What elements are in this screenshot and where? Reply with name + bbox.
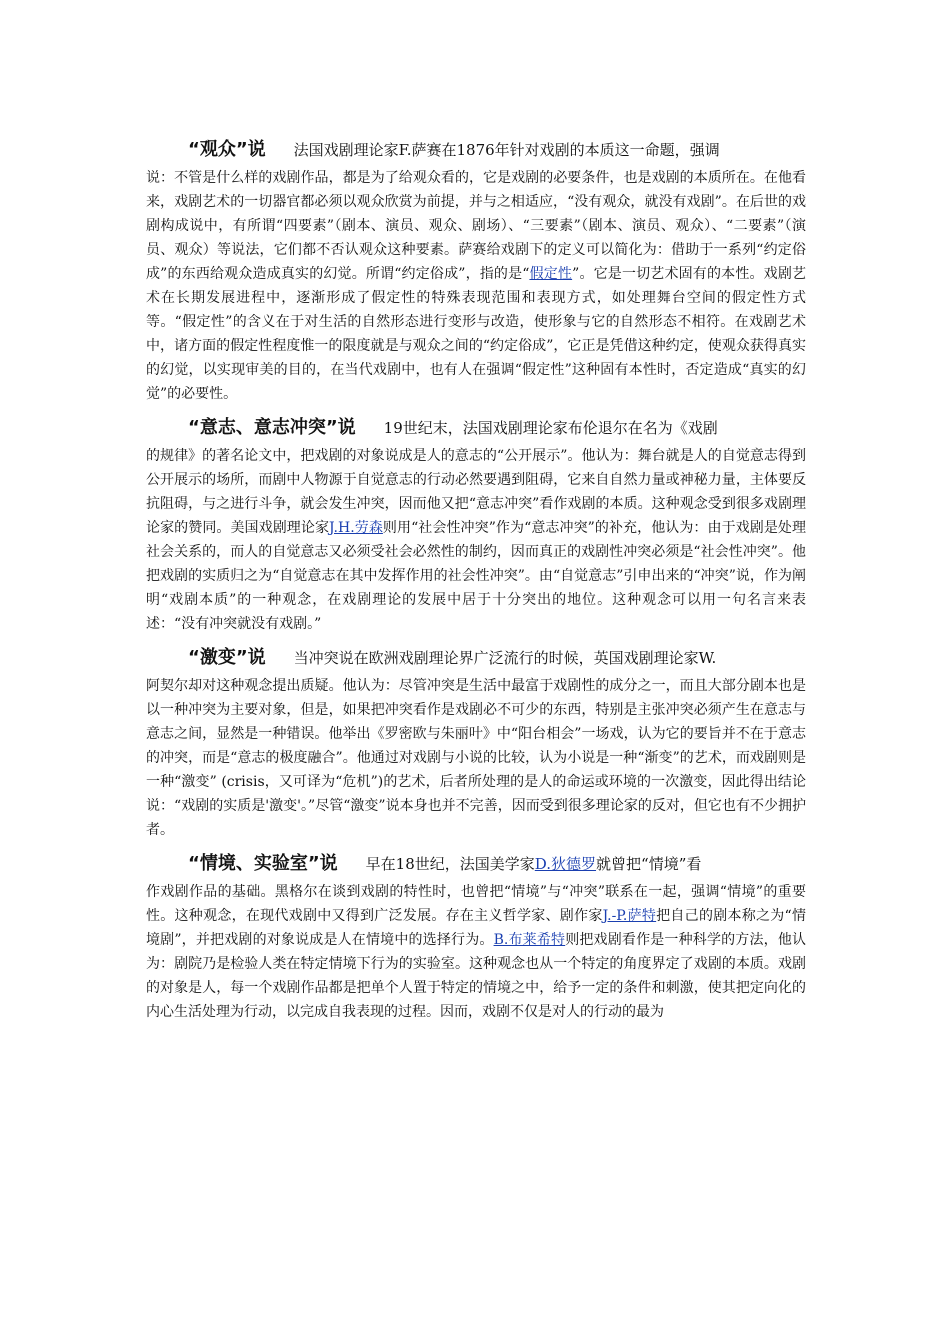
article-body [146,136,806,1032]
link-brecht[interactable]: B.布莱希特 [493,932,566,948]
section-title: “观众”说 [188,139,266,160]
section-crisis [146,644,806,842]
link-assumption[interactable]: 假定性 [529,266,573,282]
text-run: 的规律》的著名论文中，把戏剧的对象说成是人的意志的“公开展示”。他认为：舞台就是人的自觉意志得到公开展示的场所，而剧中人物源于自觉意志的行动必然要遇到阻碍，它来自自然力量或神秘力量，主体要反抗阻碍，与之进行斗争，就会发生冲突，因而他又把“意志冲突”看作戏剧的本质。这种观念受到很多戏剧理论家的赞同。美国戏剧理论家 [146,448,806,536]
section-text [146,166,806,406]
section-lead: 早在18世纪，法国美学家 [365,855,535,873]
section-will-conflict [146,414,806,636]
section-title: “意志、意志冲突”说 [188,417,356,438]
text-run: 阿契尔却对这种观念提出质疑。他认为：尽管冲突是生活中最富于戏剧性的成分之一，而且大部分剧本也是以一种冲突为主要对象，但是，如果把冲突看作是戏剧必不可少的东西，特别是主张冲突必须产生在意志与意志之间，显然是一种错误。他举出《罗密欧与朱丽叶》中“阳台相会”一场戏，认为它的要旨并不在于意志的冲突，而是“意志的极度融合”。他通过对戏剧与小说的比较，认为小说是一种“渐变”的艺术，而戏剧则是一种“激变” (crisis，又可译为“危机”)的艺术，后者所处理的是人的命运或环境的一次激变，因此得出结论说：“戏剧的实质是'激变'。”尽管“激变”说本身也并不完善，因而受到很多理论家的反对，但它也有不少拥护者。 [146,678,806,838]
text-run: 作戏剧作品的基础。黑格尔在谈到戏剧的特性时，也曾把“情境”与“冲突”联系在一起，强调“情境”的重要性。这种观念，在现代戏剧中又得到广泛发展。存在主义哲学家、剧作家 [146,884,806,924]
text-run: ”。它是一切艺术固有的本性。戏剧艺术在长期发展进程中，逐渐形成了假定性的特殊表现范围和表现方式，如处理舞台空间的假定性方式等。“假定性”的含义在于对生活的自然形态进行变形与改造，使形象与它的自然形态不相符。在戏剧艺术中，诸方面的假定性程度惟一的限度就是与观众之间的“约定俗成”，它正是凭借这种约定，使观众获得真实的幻觉，以实现审美的目的，在当代戏剧中，也有人在强调“假定性”这种固有本性时，否定造成“真实的幻觉”的必要性。 [146,266,806,402]
section-text [146,444,806,636]
section-text [146,674,806,842]
section-lead: 当冲突说在欧洲戏剧理论界广泛流行的时候，英国戏剧理论家W. [293,649,717,667]
text-run: 则把戏剧看作是一种科学的方法，他认为：剧院乃是检验人类在特定情境下行为的实验室。这种观念也从一个特定的角度界定了戏剧的本质。戏剧的对象是人，每一个戏剧作品都是把单个人置于特定的情境之中，给予一定的条件和刺激，使其把定向化的内心生活处理为行动，以完成自我表现的过程。因而，戏剧不仅是对人的行动的最为 [146,932,807,1020]
section-heading [146,644,806,672]
link-lawson[interactable]: J.H.劳森 [329,520,383,536]
section-text [146,880,806,1024]
text-run: 说：不管是什么样的戏剧作品，都是为了给观众看的，它是戏剧的必要条件，也是戏剧的本质所在。在他看来，戏剧艺术的一切器官都必须以观众欣赏为前提，并与之相适应，“没有观众，就没有戏剧”。在后世的戏剧构成说中，有所谓“四要素”（剧本、演员、观众、剧场）、“三要素”（剧本、演员、观众）、“二要素”（演员、观众）等说法，它们都不否认观众这种要素。萨赛给戏剧下的定义可以简化为：借助于一系列“约定俗成”的东西给观众造成真实的幻觉。所谓“约定俗成”，指的是“ [146,170,806,282]
text-run: 则用“社会性冲突”作为“意志冲突”的补充，他认为：由于戏剧是处理社会关系的，而人的自觉意志又必须受社会必然性的制约，因而真正的戏剧性冲突必须是“社会性冲突”。他把戏剧的实质归之为“自觉意志在其中发挥作用的社会性冲突”。由“自觉意志”引申出来的“冲突”说，作为阐明“戏剧本质”的一种观念，在戏剧理论的发展中居于十分突出的地位。这种观念可以用一句名言来表述：“没有冲突就没有戏剧。” [146,520,806,632]
section-audience [146,136,806,406]
section-heading [146,414,806,442]
section-title: “情境、实验室”说 [188,853,338,874]
section-lead: 19世纪末，法国戏剧理论家布伦退尔在名为《戏剧 [383,419,718,437]
text-run: 把自己的剧本称之为“情境剧”，并把戏剧的对象说成是人在情境中的选择行为。 [146,908,806,948]
section-heading [146,850,806,878]
section-heading [146,136,806,164]
section-lead: 法国戏剧理论家F.萨赛在1876年针对戏剧的本质这一命题，强调 [293,141,720,159]
link-sartre[interactable]: J.-P.萨特 [602,908,657,924]
link-diderot[interactable]: D.狄德罗 [534,855,597,873]
section-lead-tail: 就曾把“情境”看 [596,855,702,873]
section-title: “激变”说 [188,647,266,668]
section-situation-laboratory [146,850,806,1024]
